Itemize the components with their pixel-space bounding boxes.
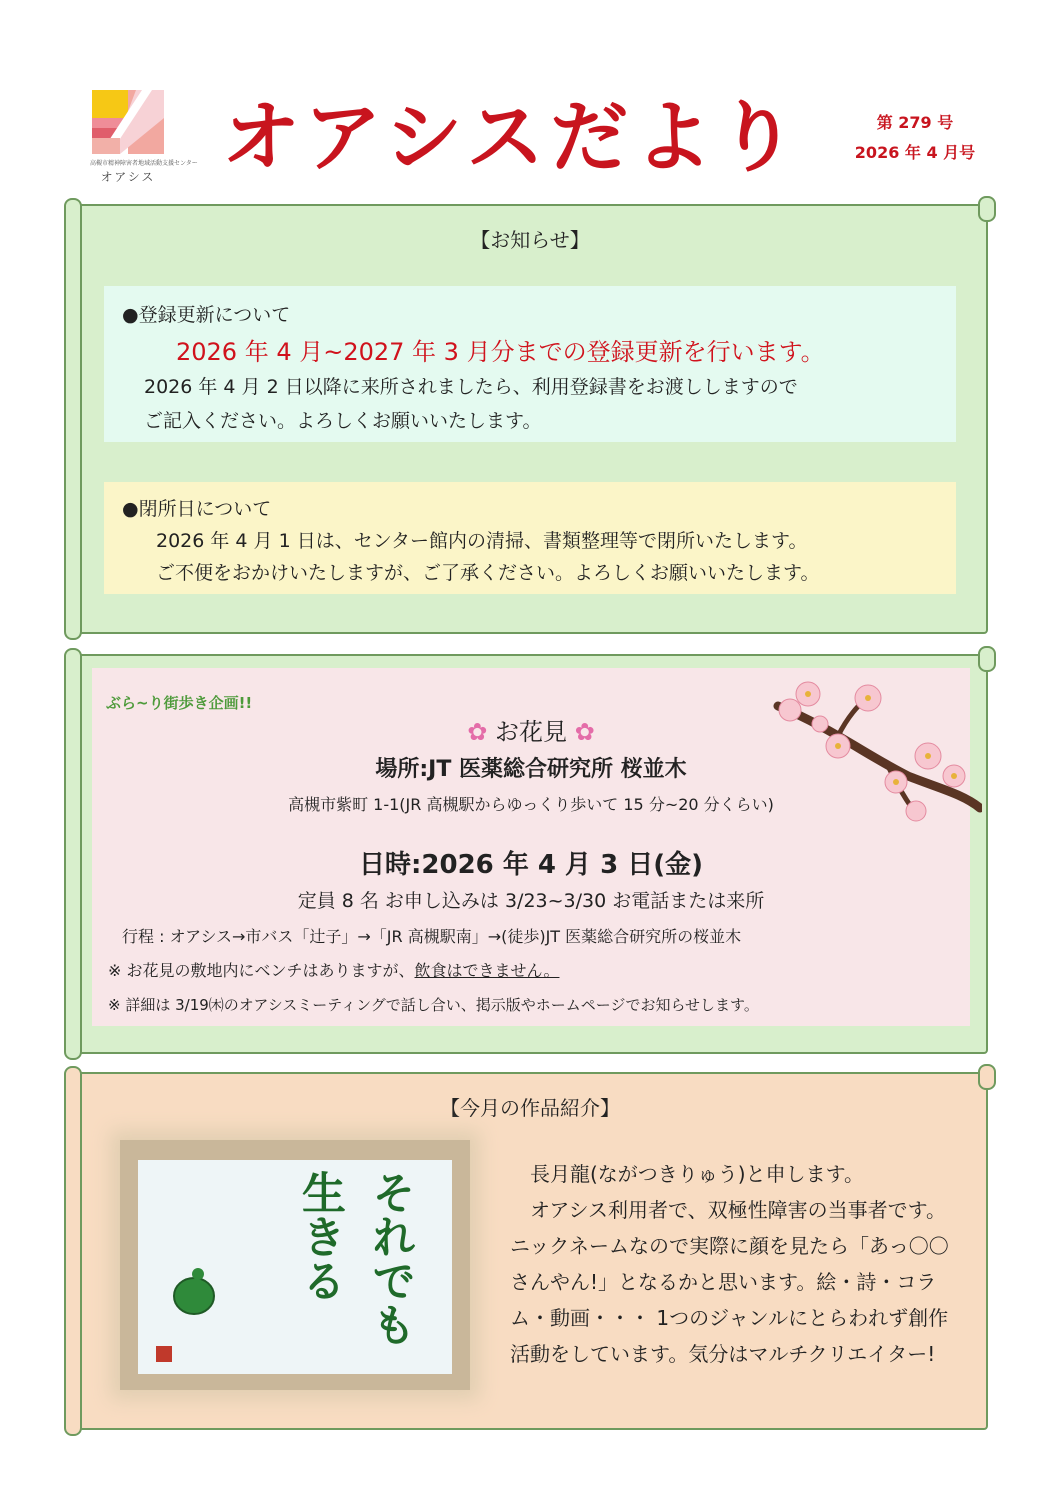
logo-name: オアシス: [100, 170, 156, 184]
flower-icon: ✿: [574, 718, 595, 746]
event-note-1: [108, 958, 559, 981]
closed-heading: ●閉所日について: [122, 498, 272, 520]
event-panel: [72, 654, 988, 1054]
artwork-text: それでも生きる: [294, 1170, 415, 1346]
logo-subtitle: 高槻市精神障害者地域活動支援センター: [90, 160, 198, 167]
event-datetime: 日時:2026 年 4 月 3 日(金): [359, 850, 703, 880]
event-route: 行程 : オアシス→市バス「辻子」→「JR 高槻駅南」→(徒歩)JT 医薬総合研究所の桜並木: [122, 927, 742, 946]
artist-introduction: [510, 1156, 950, 1372]
artwork-card: [138, 1160, 452, 1374]
renewal-heading: ●登録更新について: [122, 304, 291, 326]
event-note-2: ※ 詳細は 3/19㈭のオアシスミーティングで話し合い、掲示版やホームページでお知らせします。: [108, 996, 759, 1014]
scroll-roll-right: [978, 646, 996, 672]
logo-mark: [90, 88, 166, 158]
event-tag: ぶら~り街歩き企画!!: [106, 694, 253, 712]
event-capacity: 定員 8 名 お申し込みは 3/23~3/30 お電話または来所: [297, 890, 765, 912]
event-title-row: [92, 712, 970, 747]
note-1-prefix: ※ お花見の敷地内にベンチはありますが、: [108, 961, 415, 980]
issue-date: 2026 年 4 月号: [854, 143, 976, 162]
closed-line-1: 2026 年 4 月 1 日は、センター館内の清掃、書類整理等で閉所いたします。: [156, 530, 808, 552]
scroll-roll-left: [64, 648, 82, 1060]
newsletter-title: オアシスだより: [222, 93, 803, 183]
event-place: 場所:JT 医薬総合研究所 桜並木: [375, 757, 687, 782]
intro-paragraph-1: 長月龍(ながつきりゅう)と申します。: [530, 1162, 865, 1186]
hanami-event: [92, 668, 970, 1026]
artwork-photo: [120, 1140, 470, 1390]
renewal-line-2: ご記入ください。よろしくお願いいたします。: [144, 410, 542, 432]
oasis-logo: [90, 88, 198, 184]
event-address: 高槻市紫町 1-1(JR 高槻駅からゆっくり歩いて 15 分~20 分くらい): [288, 795, 774, 814]
closed-day-box: [104, 482, 956, 594]
event-title: お花見: [495, 718, 567, 746]
renewal-line-1: 2026 年 4 月 2 日以降に来所されましたら、利用登録書をお渡ししますので: [144, 376, 798, 398]
renewal-box: [104, 286, 956, 442]
flower-icon: ✿: [467, 718, 488, 746]
issue-info: [850, 108, 980, 168]
renewal-highlight: 2026 年 4 月~2027 年 3 月分までの登録更新を行います。: [176, 338, 825, 366]
note-1-emphasis: 飲食はできません。: [414, 961, 560, 980]
scroll-roll-right: [978, 196, 996, 222]
issue-number: 第 279 号: [876, 113, 954, 132]
notice-title: 【お知らせ】: [470, 228, 590, 252]
intro-paragraph-2: オアシス利用者で、双極性障害の当事者です。ニックネームなので実際に顔を見たら「あっ〇〇さんやん!」となるかと思います。絵・詩・コラム・動画・・・ 1つのジャンルにとらわれず創作活動をしています。気分はマルチクリエイター!: [510, 1198, 949, 1366]
scroll-roll-right: [978, 1064, 996, 1090]
works-title: 【今月の作品紹介】: [440, 1096, 620, 1120]
notice-panel: [72, 204, 988, 634]
scroll-roll-left: [64, 1066, 82, 1436]
works-panel: [72, 1072, 988, 1430]
closed-line-2: ご不便をおかけいたしますが、ご了承ください。よろしくお願いいたします。: [156, 562, 820, 584]
scroll-roll-left: [64, 198, 82, 640]
